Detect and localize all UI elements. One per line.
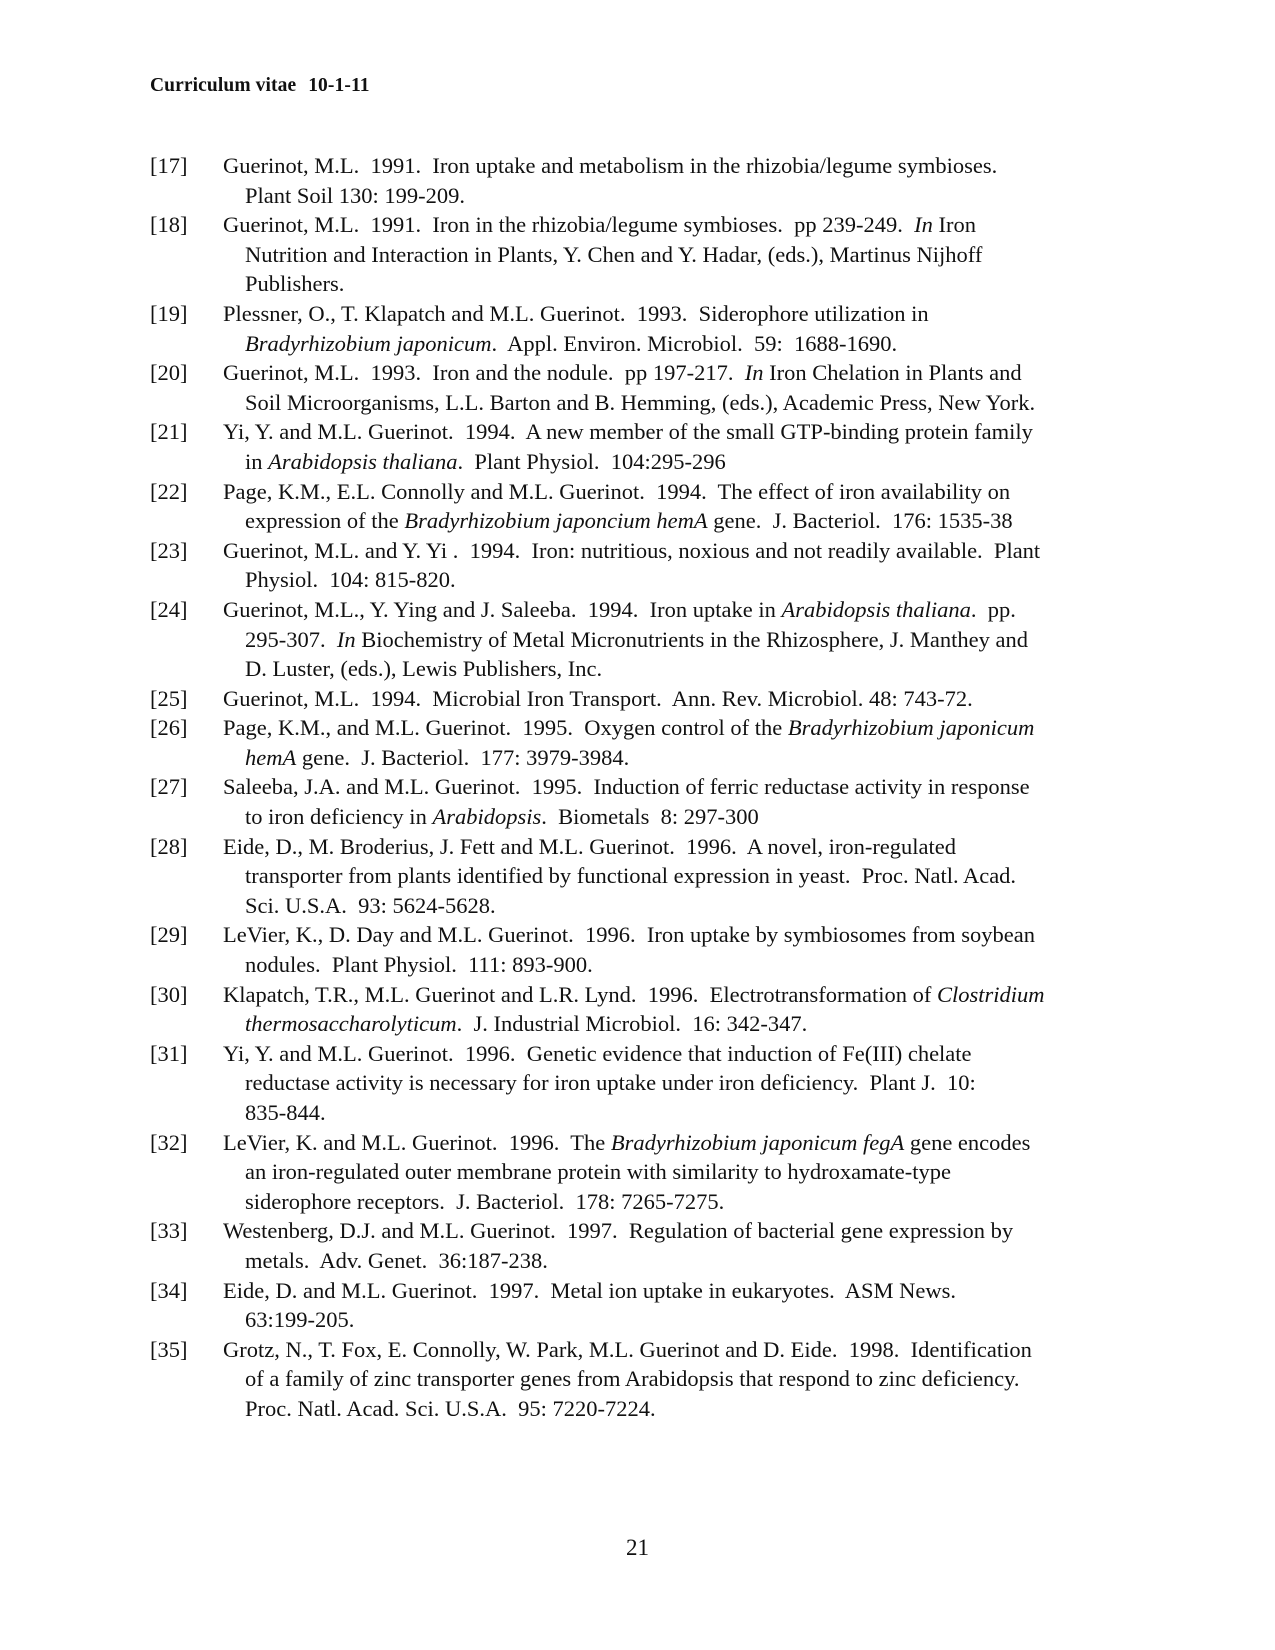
reference-text: reductase activity is necessary for iron uptake under iron deficiency. Plant J. 10: [245,1070,976,1096]
reference-text: Yi, Y. and M.L. Guerinot. 1996. Genetic evidence that induction of Fe(III) chelate [223,1040,972,1066]
reference-item [150,358,1130,417]
reference-line [223,950,1130,980]
page-number: 21 [626,1535,649,1560]
reference-line [223,1009,1130,1039]
reference-number: [23] [150,537,188,563]
reference-item [150,151,1130,210]
reference-text: Guerinot, M.L. and Y. Yi . 1994. Iron: nutritious, noxious and not readily available. Plant [223,537,1041,563]
reference-line [223,654,1130,684]
reference-number: [28] [150,833,188,859]
reference-item [150,477,1130,536]
reference-text: Publishers. [245,271,345,297]
reference-text: Proc. Natl. Acad. Sci. U.S.A. 95: 7220-7224. [245,1395,656,1421]
header-date: 10-1-11 [308,75,370,96]
reference-text: to iron deficiency in [245,804,433,830]
page-header [150,75,370,97]
reference-line [223,565,1130,595]
reference-line [223,772,1130,802]
reference-number: [33] [150,1218,188,1244]
reference-list [150,151,1130,1424]
reference-line [223,1128,1130,1158]
italic-text: Clostridium [937,981,1045,1007]
reference-text: Guerinot, M.L., Y. Ying and J. Saleeba. 1994. Iron uptake in [223,596,782,622]
reference-item [150,713,1130,772]
italic-text: hemA [245,744,297,770]
reference-number: [22] [150,478,188,504]
reference-item [150,1335,1130,1424]
reference-number: [26] [150,715,188,741]
reference-text: . J. Industrial Microbiol. 16: 342-347. [456,1011,808,1037]
reference-line [223,980,1130,1010]
reference-item [150,595,1130,684]
reference-text: Iron [932,212,977,238]
reference-line [223,269,1130,299]
reference-line [223,1157,1130,1187]
reference-text: Sci. U.S.A. 93: 5624-5628. [245,892,496,918]
header-title: Curriculum vitae [150,75,297,96]
italic-text: Bradyrhizobium japoncium hemA [404,508,708,534]
italic-text: In [744,360,764,386]
reference-text: Plessner, O., T. Klapatch and M.L. Guerinot. 1993. Siderophore utilization in [223,300,929,326]
reference-text: 63:199-205. [245,1307,355,1333]
reference-text: Guerinot, M.L. 1993. Iron and the nodule. pp 197-217. [223,360,745,386]
reference-item [150,1128,1130,1217]
reference-line [223,595,1130,625]
reference-line [223,1276,1130,1306]
reference-item [150,299,1130,358]
reference-number: [25] [150,685,188,711]
reference-text: . Plant Physiol. 104:295-296 [457,448,726,474]
reference-item [150,684,1130,714]
reference-line [223,743,1130,773]
reference-number: [32] [150,1129,188,1155]
reference-number: [35] [150,1336,188,1362]
reference-line [223,920,1130,950]
reference-line [223,506,1130,536]
reference-number: [24] [150,596,188,622]
reference-text: Guerinot, M.L. 1991. Iron in the rhizobia/legume symbioses. pp 239-249. [223,212,915,238]
reference-text: Klapatch, T.R., M.L. Guerinot and L.R. Lynd. 1996. Electrotransformation of [223,981,938,1007]
reference-line [223,151,1130,181]
reference-item [150,772,1130,831]
reference-text: Soil Microorganisms, L.L. Barton and B. Hemming, (eds.), Academic Press, New York. [245,389,1036,415]
reference-line [223,1246,1130,1276]
italic-text: In [914,212,933,238]
reference-line [223,240,1130,270]
reference-number: [18] [150,212,188,238]
reference-line [223,1335,1130,1365]
reference-text: 295-307. [245,626,337,652]
reference-text: Plant Soil 130: 199-209. [245,182,466,208]
reference-text: D. Luster, (eds.), Lewis Publishers, Inc. [245,656,603,682]
reference-item [150,1276,1130,1335]
reference-line [223,210,1130,240]
reference-item [150,980,1130,1039]
reference-text: Westenberg, D.J. and M.L. Guerinot. 1997. Regulation of bacterial gene expression by [223,1218,1014,1244]
italic-text: Bradyrhizobium japonicum [245,330,492,356]
reference-line [223,1364,1130,1394]
reference-line [223,713,1130,743]
reference-text: gene. J. Bacteriol. 177: 3979-3984. [296,744,630,770]
reference-text: transporter from plants identified by functional expression in yeast. Proc. Natl. Acad. [245,863,1017,889]
reference-number: [27] [150,774,188,800]
reference-line [223,536,1130,566]
reference-text: gene. J. Bacteriol. 176: 1535-38 [707,508,1013,534]
reference-line [223,1039,1130,1069]
reference-item [150,1216,1130,1275]
reference-text: LeVier, K., D. Day and M.L. Guerinot. 1996. Iron uptake by symbiosomes from soybean [223,922,1035,948]
reference-line [223,832,1130,862]
reference-text: Yi, Y. and M.L. Guerinot. 1994. A new member of the small GTP-binding protein family [223,419,1033,445]
reference-line [223,477,1130,507]
reference-line [223,1098,1130,1128]
reference-text: . Biometals 8: 297-300 [541,804,759,830]
reference-line [223,625,1130,655]
reference-number: [34] [150,1277,188,1303]
reference-line [223,1187,1130,1217]
reference-text: Guerinot, M.L. 1994. Microbial Iron Transport. Ann. Rev. Microbiol. 48: 743-72. [223,685,973,711]
reference-line [223,891,1130,921]
reference-text: . pp. [970,596,1016,622]
reference-text: expression of the [245,508,405,534]
italic-text: In [336,626,356,652]
reference-line [223,861,1130,891]
italic-text: Bradyrhizobium japonicum [787,715,1035,741]
reference-number: [20] [150,360,188,386]
reference-line [223,684,1130,714]
reference-line [223,1394,1130,1424]
reference-number: [21] [150,419,188,445]
reference-line [223,388,1130,418]
reference-line [223,181,1130,211]
reference-text: Page, K.M., and M.L. Guerinot. 1995. Oxygen control of the [223,715,788,741]
reference-number: [19] [150,300,188,326]
reference-line [223,299,1130,329]
reference-item [150,210,1130,299]
reference-text: of a family of zinc transporter genes from Arabidopsis that respond to zinc deficiency. [245,1366,1020,1392]
reference-line [223,447,1130,477]
reference-line [223,329,1130,359]
reference-line [223,417,1130,447]
reference-item [150,536,1130,595]
reference-text: Eide, D. and M.L. Guerinot. 1997. Metal ion uptake in eukaryotes. ASM News. [223,1277,957,1303]
reference-text: an iron-regulated outer membrane protein with similarity to hydroxamate-type [245,1159,952,1185]
reference-line [223,1068,1130,1098]
reference-line [223,802,1130,832]
reference-text: Biochemistry of Metal Micronutrients in the Rhizosphere, J. Manthey and [355,626,1028,652]
reference-text: LeVier, K. and M.L. Guerinot. 1996. The [223,1129,611,1155]
reference-item [150,1039,1130,1128]
reference-text: Grotz, N., T. Fox, E. Connolly, W. Park, M.L. Guerinot and D. Eide. 1998. Identification [223,1336,1032,1362]
italic-text: Arabidopsis thaliana [781,596,971,622]
reference-text: Physiol. 104: 815-820. [245,567,456,593]
reference-text: siderophore receptors. J. Bacteriol. 178: 7265-7275. [245,1188,725,1214]
reference-line [223,1305,1130,1335]
reference-item [150,417,1130,476]
reference-line [223,1216,1130,1246]
reference-text: Page, K.M., E.L. Connolly and M.L. Guerinot. 1994. The effect of iron availability on [223,478,1011,504]
reference-number: [17] [150,153,188,178]
reference-text: . Appl. Environ. Microbiol. 59: 1688-1690. [491,330,898,356]
reference-text: gene encodes [904,1129,1031,1155]
italic-text: Bradyrhizobium japonicum fegA [610,1129,905,1155]
italic-text: Arabidopsis [432,804,542,830]
italic-text: thermosaccharolyticum [245,1011,457,1037]
reference-text: Iron Chelation in Plants and [763,360,1022,386]
reference-text: Saleeba, J.A. and M.L. Guerinot. 1995. Induction of ferric reductase activity in response [223,774,1030,800]
italic-text: Arabidopsis thaliana [268,448,458,474]
reference-text: nodules. Plant Physiol. 111: 893-900. [245,952,593,978]
reference-text: Nutrition and Interaction in Plants, Y. Chen and Y. Hadar, (eds.), Martinus Nijhoff [245,241,983,267]
reference-line [223,358,1130,388]
reference-text: Guerinot, M.L. 1991. Iron uptake and metabolism in the rhizobia/legume symbioses. [223,153,998,178]
reference-item [150,920,1130,979]
reference-text: Eide, D., M. Broderius, J. Fett and M.L. Guerinot. 1996. A novel, iron-regulated [223,833,957,859]
reference-item [150,832,1130,921]
reference-number: [31] [150,1040,188,1066]
reference-number: [29] [150,922,188,948]
reference-number: [30] [150,981,188,1007]
reference-text: 835-844. [245,1100,326,1125]
reference-text: in [245,448,269,474]
reference-text: metals. Adv. Genet. 36:187-238. [245,1247,548,1273]
